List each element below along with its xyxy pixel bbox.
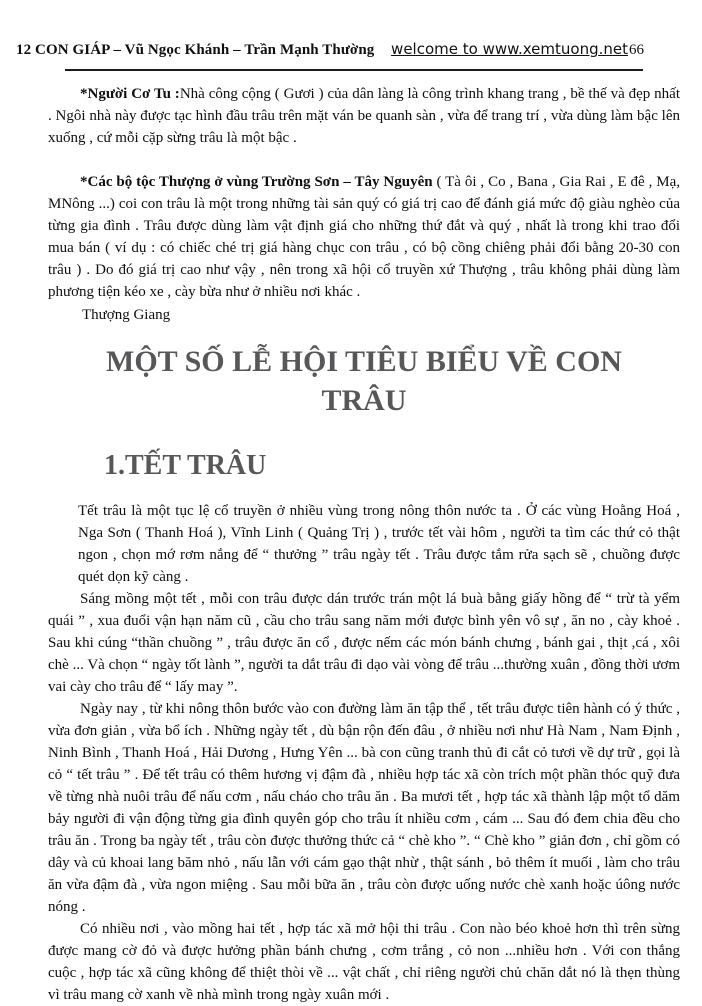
- paragraph-nguoi-co-tu-lead: *Người Cơ Tu :: [80, 86, 180, 102]
- header-right: [391, 40, 644, 59]
- paragraph-nguoi-co-tu-text: Nhà công cộng ( Gươi ) của dân làng là công trình khang trang , bề thế và đẹp nhất . Ngôi nhà này được tạc hình đầu trâu trên mặt ván be quanh sàn , vừa để trang trí , vừa dùng làm bậc lên xuống , cứ mỗi cặp sừng trâu là một bậc .: [48, 86, 681, 146]
- paragraph-tet-trau-2: Sáng mồng một tết , mỗi con trâu được dán trước trán một lá buà bằng giấy hồng để “ trừ tà yểm quái ” , xua đuổi vận hạn năm cũ , cầu cho trâu sang năm mới được bình yên vô sự , ăn no , cày khoẻ . Sau khi cúng “thần chuồng ” , trâu được ăn cổ , được nếm các món bánh chưng , bánh gai , thịt ,cá , xôi chè ... Và chọn “ ngày tốt lành ”, người ta dắt trâu đi dạo vài vòng để trâu ...thường xuân , đồng thời ươm vai cày cho trâu để “ lấy may ”.: [48, 591, 680, 695]
- paragraph-bo-toc-thuong: [48, 171, 680, 303]
- site-link[interactable]: welcome to www.xemtuong.net: [391, 40, 628, 58]
- paragraph-bo-toc-thuong-lead: *Các bộ tộc Thượng ở vùng Trường Sơn – Tây Nguyên: [80, 174, 433, 190]
- paragraph-tet-trau-1: Tết trâu là một tục lệ cổ truyền ở nhiều vùng trong nông thôn nước ta . Ở các vùng Hoằng Hoá , Nga Sơn ( Thanh Hoá ), Vĩnh Linh ( Quảng Trị ) , trước tết vài hôm , người ta tìm các thứ cỏ thật ngon , chọn mớ rơm nắng để “ thưởng ” trâu ngày tết . Trâu được tắm rửa sạch sẽ , chuồng được quét dọn kỹ càng .: [78, 503, 680, 585]
- book-title: 12 CON GIÁP – Vũ Ngọc Khánh – Trần Mạnh Thường: [16, 42, 375, 58]
- section-heading-tet-trau: 1.TẾT TRÂU: [104, 450, 267, 481]
- page-number: 66: [629, 42, 644, 58]
- main-title: MỘT SỐ LỄ HỘI TIÊU BIỂU VỀ CON TRÂU: [106, 345, 622, 417]
- paragraph-nguoi-co-tu: [48, 83, 680, 149]
- byline-thuong-giang: Thượng Giang: [82, 307, 171, 323]
- page-content: [0, 71, 702, 1006]
- paragraph-tet-trau-4: Có nhiều nơi , vào mồng hai tết , hợp tác xã mở hội thi trâu . Con nào béo khoẻ hơn thì trên sừng được mang cờ đỏ và được hưởng phần bánh chưng , cơm trắng , cỏ non ...nhiều hơn . Với con thắng cuộc , hợp tác xã cũng không để thiệt thòi về ... vật chất , chỉ riêng người chủ chăn dắt nó là thẹn thùng vì trâu mang cờ xanh về nhà mình trong ngày xuân mới .: [48, 921, 680, 1003]
- paragraph-tet-trau-3: Ngày nay , từ khi nông thôn bước vào con đường làm ăn tập thể , tết trâu được tiên hành có ý thức , vừa đơn giản , vừa bổ ích . Những ngày tết , dù bận rộn đến đâu , ở nhiều nơi như Hà Nam , Nam Định , Ninh Bình , Thanh Hoá , Hải Dương , Hưng Yên ... bà con cũng tranh thủ đi cắt cỏ tươi về dự trữ , gọi là cỏ “ tết trâu ” . Để tết trâu có thêm hương vị đậm đà , nhiều hợp tác xã còn trích một phần thóc quỹ đưa về từng nhà nuôi trâu để nấu cơm , nấu cháo cho trâu ăn . Ba mươi tết , hợp tác xã thành lập một tổ dăm bảy người đi vận động từng gia đình quyên góp cho trâu ít nhiều cơm , cám ... Sau đó đem chia đều cho trâu ăn . Trong ba ngày tết , trâu còn được thưởng thức cả “ chè kho ”. “ Chè kho ” giản đơn , chỉ gồm có dây và củ khoai lang băm nhỏ , nấu lẫn với cám gạo thật nhừ , thật sánh , bỏ thêm ít muối , làm cho trâu ăn vừa đậm đà , vừa ngon miệng . Sau mỗi bữa ăn , trâu còn được uống nước chè xanh hoặc úông nước nóng .: [48, 701, 680, 915]
- page-header: [0, 0, 702, 59]
- paragraph-bo-toc-thuong-text: ( Tà ôi , Co , Bana , Gia Rai , E đê , Mạ, MNông ...) coi con trâu là một trong những tài sản quý có giá trị cao để đánh giá mức độ giàu nghèo của từng gia đình . Trâu được dùng làm vật định giá cho những thứ đắt và quý , nhất là trong khi trao đổi mua bán ( ví dụ : có chiếc ché trị giá hàng chục con trâu , có bộ cồng chiêng phải đổi bằng 20-30 con trâu ) . Do đó giá trị cao như vậy , nên trong xã hội cổ truyền xứ Thượng , trâu không phải dùng làm phương tiện kéo xe , cày bừa như ở nhiều nơi khác .: [48, 174, 680, 300]
